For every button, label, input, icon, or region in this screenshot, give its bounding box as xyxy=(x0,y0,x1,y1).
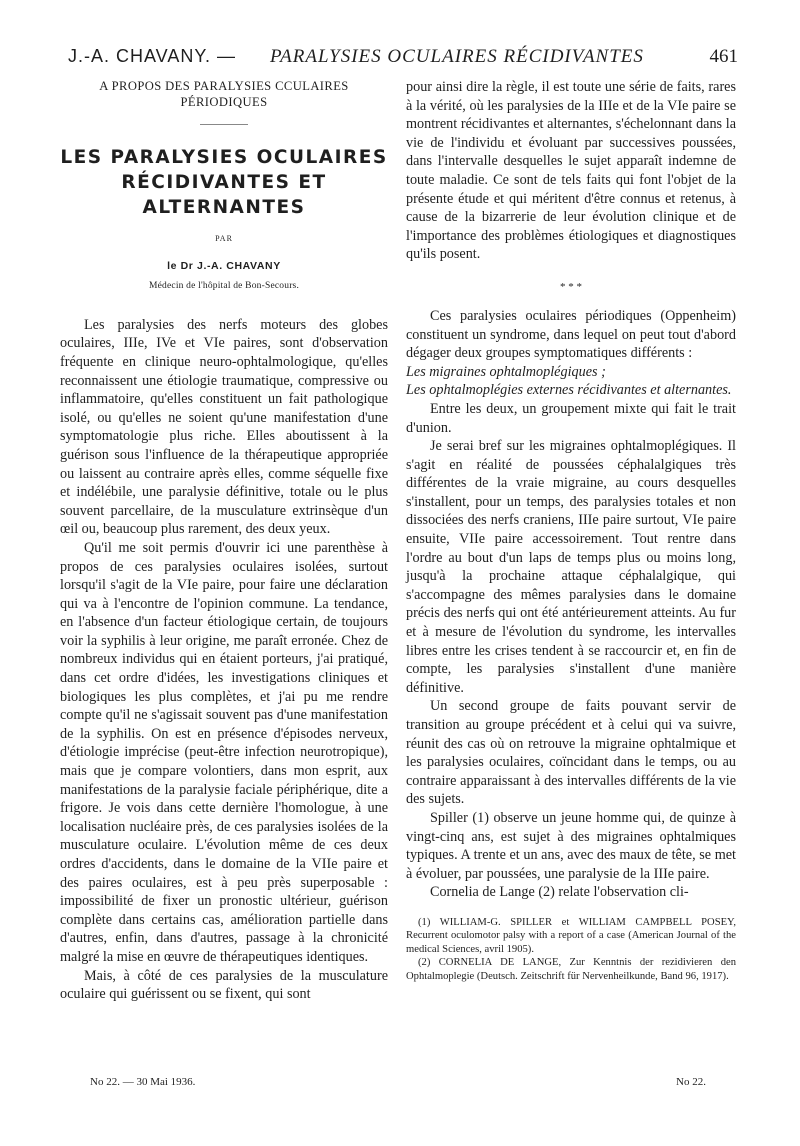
article-title: LES PARALYSIES OCULAIRES RÉCIDIVANTES ET ALTERNANTES xyxy=(60,147,388,218)
running-header xyxy=(68,46,738,72)
divider-rule xyxy=(200,124,248,125)
body-paragraph: Un second groupe de faits pouvant servir de transition au groupe précédent et à celui qui va suivre, réunit des cas où on retrouve la migraine ophtalmique et les paralysies oculaires, coïncidant dans le temps, ou au contraire apparaissant à des intervalles différents de la vie des sujets. xyxy=(406,698,736,808)
article-kicker: A PROPOS DES PARALYSIES CCULAIRES PÉRIODIQUES xyxy=(99,79,349,109)
body-paragraph: Entre les deux, un groupement mixte qui fait le trait d'union. xyxy=(406,400,736,436)
list-item-ophtalmoplegies: Les ophtalmoplégies externes récidivantes et alternantes. xyxy=(406,382,732,399)
author-affiliation: Médecin de l'hôpital de Bon-Secours. xyxy=(148,281,300,292)
byline-par: PAR xyxy=(215,234,233,243)
list-item-migraines: Les migraines ophtalmoplégiques ; xyxy=(406,363,606,380)
page-number: 461 xyxy=(709,46,738,67)
body-paragraph: Mais, à côté de ces paralysies de la musculature oculaire qui guérissent ou se fixent, qui sont xyxy=(60,967,388,1003)
right-column xyxy=(406,78,736,983)
body-paragraph: Les paralysies des nerfs moteurs des globes oculaires, IIIe, IVe et VIe paires, sont d'observation fréquente en clinique neuro-ophtalmologique, qu'elles reconnaissent une étiologie traumatique, compressive ou inflammatoire, qu'elles constituent un fait pathologique isolé, ou qu'elles ne soient qu'une manifestation d'une symptomatologie plus riche. Elles aboutissent à la guérison sous l'influence de la thérapeutique appropriée ou laissent au contraire après elles, comme séquelle fixe et indélébile, une paralysie définitive, totale ou le plus souvent parcellaire, de la musculature extrinsèque d'un œil ou, beaucoup plus rarement, des deux yeux. xyxy=(60,316,388,538)
footer-issue: No 22. — 30 Mai 1936. xyxy=(90,1076,196,1088)
left-column xyxy=(60,78,388,1004)
footnote: (2) CORNELIA DE LANGE, Zur Kenntnis der rezidivieren den Ophtalmoplegie (Deutsch. Zeitschrift für Nervenheilkunde, Band 96, 1917). xyxy=(406,957,736,982)
header-title: PARALYSIES OCULAIRES RÉCIDIVANTES xyxy=(270,46,644,67)
body-paragraph: Je serai bref sur les migraines ophtalmoplégiques. Il s'agit en réalité de poussées céphalalgiques très différentes de la vraie migraine, au cours desquelles s'installent, pour un temps, des paralysies totales et non dissociées des nerfs craniens, IIIe paire surtout, VIe paire ensuite, VIIe paire accessoirement. Tout rentre dans l'ordre au bout d'un laps de temps plus ou moins long, jusqu'à la prochaine attaque céphalalgique, qui s'accompagne des mêmes paralysies dans le domaine précis des nerfs qui ont été antérieurement atteints. Au fur et à mesure de l'évolution du syndrome, les intervalles libres entre les crises tendent à se raccourcir et, en fin de compte, les paralysies s'installent d'une manière définitive. xyxy=(406,438,736,696)
footnotes xyxy=(406,916,736,984)
body-paragraph: pour ainsi dire la règle, il est toute une série de faits, rares à la vérité, où les paralysies de la IIIe et de la VIe paire se montrent récidivantes et alternantes, s'échelonnant dans la vie de l'individu et évoluant par successives poussées, dans l'intervalle desquelles le sujet apparaît indemne de toute maladie. Ce sont de tels faits qui font l'objet de la présente étude et qui méritent d'être connus et retenus, à cause de la bizarrerie de leur évolution clinique et de l'importance des problèmes étiologiques et diagnostiques qu'ils posent. xyxy=(406,79,736,263)
body-paragraph: Ces paralysies oculaires périodiques (Oppenheim) constituent un syndrome, dans lequel on peut tout d'abord dégager deux groupes symptomatiques différents : xyxy=(406,307,736,362)
body-paragraph: Spiller (1) observe un jeune homme qui, de quinze à vingt-cinq ans, est sujet à des migraines ophtalmiques typiques. A trente et un ans, avec des maux de tête, se met à évoluer, par poussées, une paralysie de la IIIe paire. xyxy=(406,809,736,882)
body-paragraph: Cornelia de Lange (2) relate l'observation cli- xyxy=(430,884,689,901)
footnote: (1) WILLIAM-G. SPILLER et WILLIAM CAMPBELL POSEY, Recurrent oculomotor palsy with a report of a case (American Journal of the medical Sciences, avril 1905). xyxy=(406,916,736,955)
header-author: J.-A. CHAVANY. — xyxy=(68,46,237,66)
article-author: le Dr J.-A. CHAVANY xyxy=(167,259,281,272)
body-paragraph: Qu'il me soit permis d'ouvrir ici une parenthèse à propos de ces paralysies oculaires isolées, surtout lorsqu'il s'agit de la VIe paire, pour faire une déclaration qui va à l'encontre de l'opinion commune. La tendance, en l'absence d'un facteur étiologique certain, de toujours voir la syphilis à leur origine, me paraît erronée. Chez de nombreux individus qui en étaient porteurs, j'ai pratiqué, dans cet ordre d'idées, les investigations cliniques et biologiques les plus complètes, et j'ai pu me rendre compte qu'il ne s'agissait souvent pas d'une manifestation de la syphilis. On est en présence d'épisodes nerveux, d'étiologie imprécise (peut-être infection neurotropique), mais que je compare volontiers, dans mon esprit, aux manifestations de la paralysie faciale périphérique, dite a frigore. Je vois dans cette dernière l'homologue, à une localisation nucléaire près, de ces paralysies isolées de la musculature oculaire. L'évolution même de ces deux ordres d'accidents, dans le domaine de la VIIe paire et des paires oculaires, est à peu près superposable : impossibilité de fixer un pronostic ultérieur, guérison complète dans certains cas, amélioration partielle dans d'autres, enfin, dans d'autres, passage à la chronicité malgré la mise en œuvre de thérapeutiques identiques. xyxy=(60,539,388,965)
footer-issue-right: No 22. xyxy=(676,1076,706,1088)
section-asterism: * * * xyxy=(560,280,582,293)
